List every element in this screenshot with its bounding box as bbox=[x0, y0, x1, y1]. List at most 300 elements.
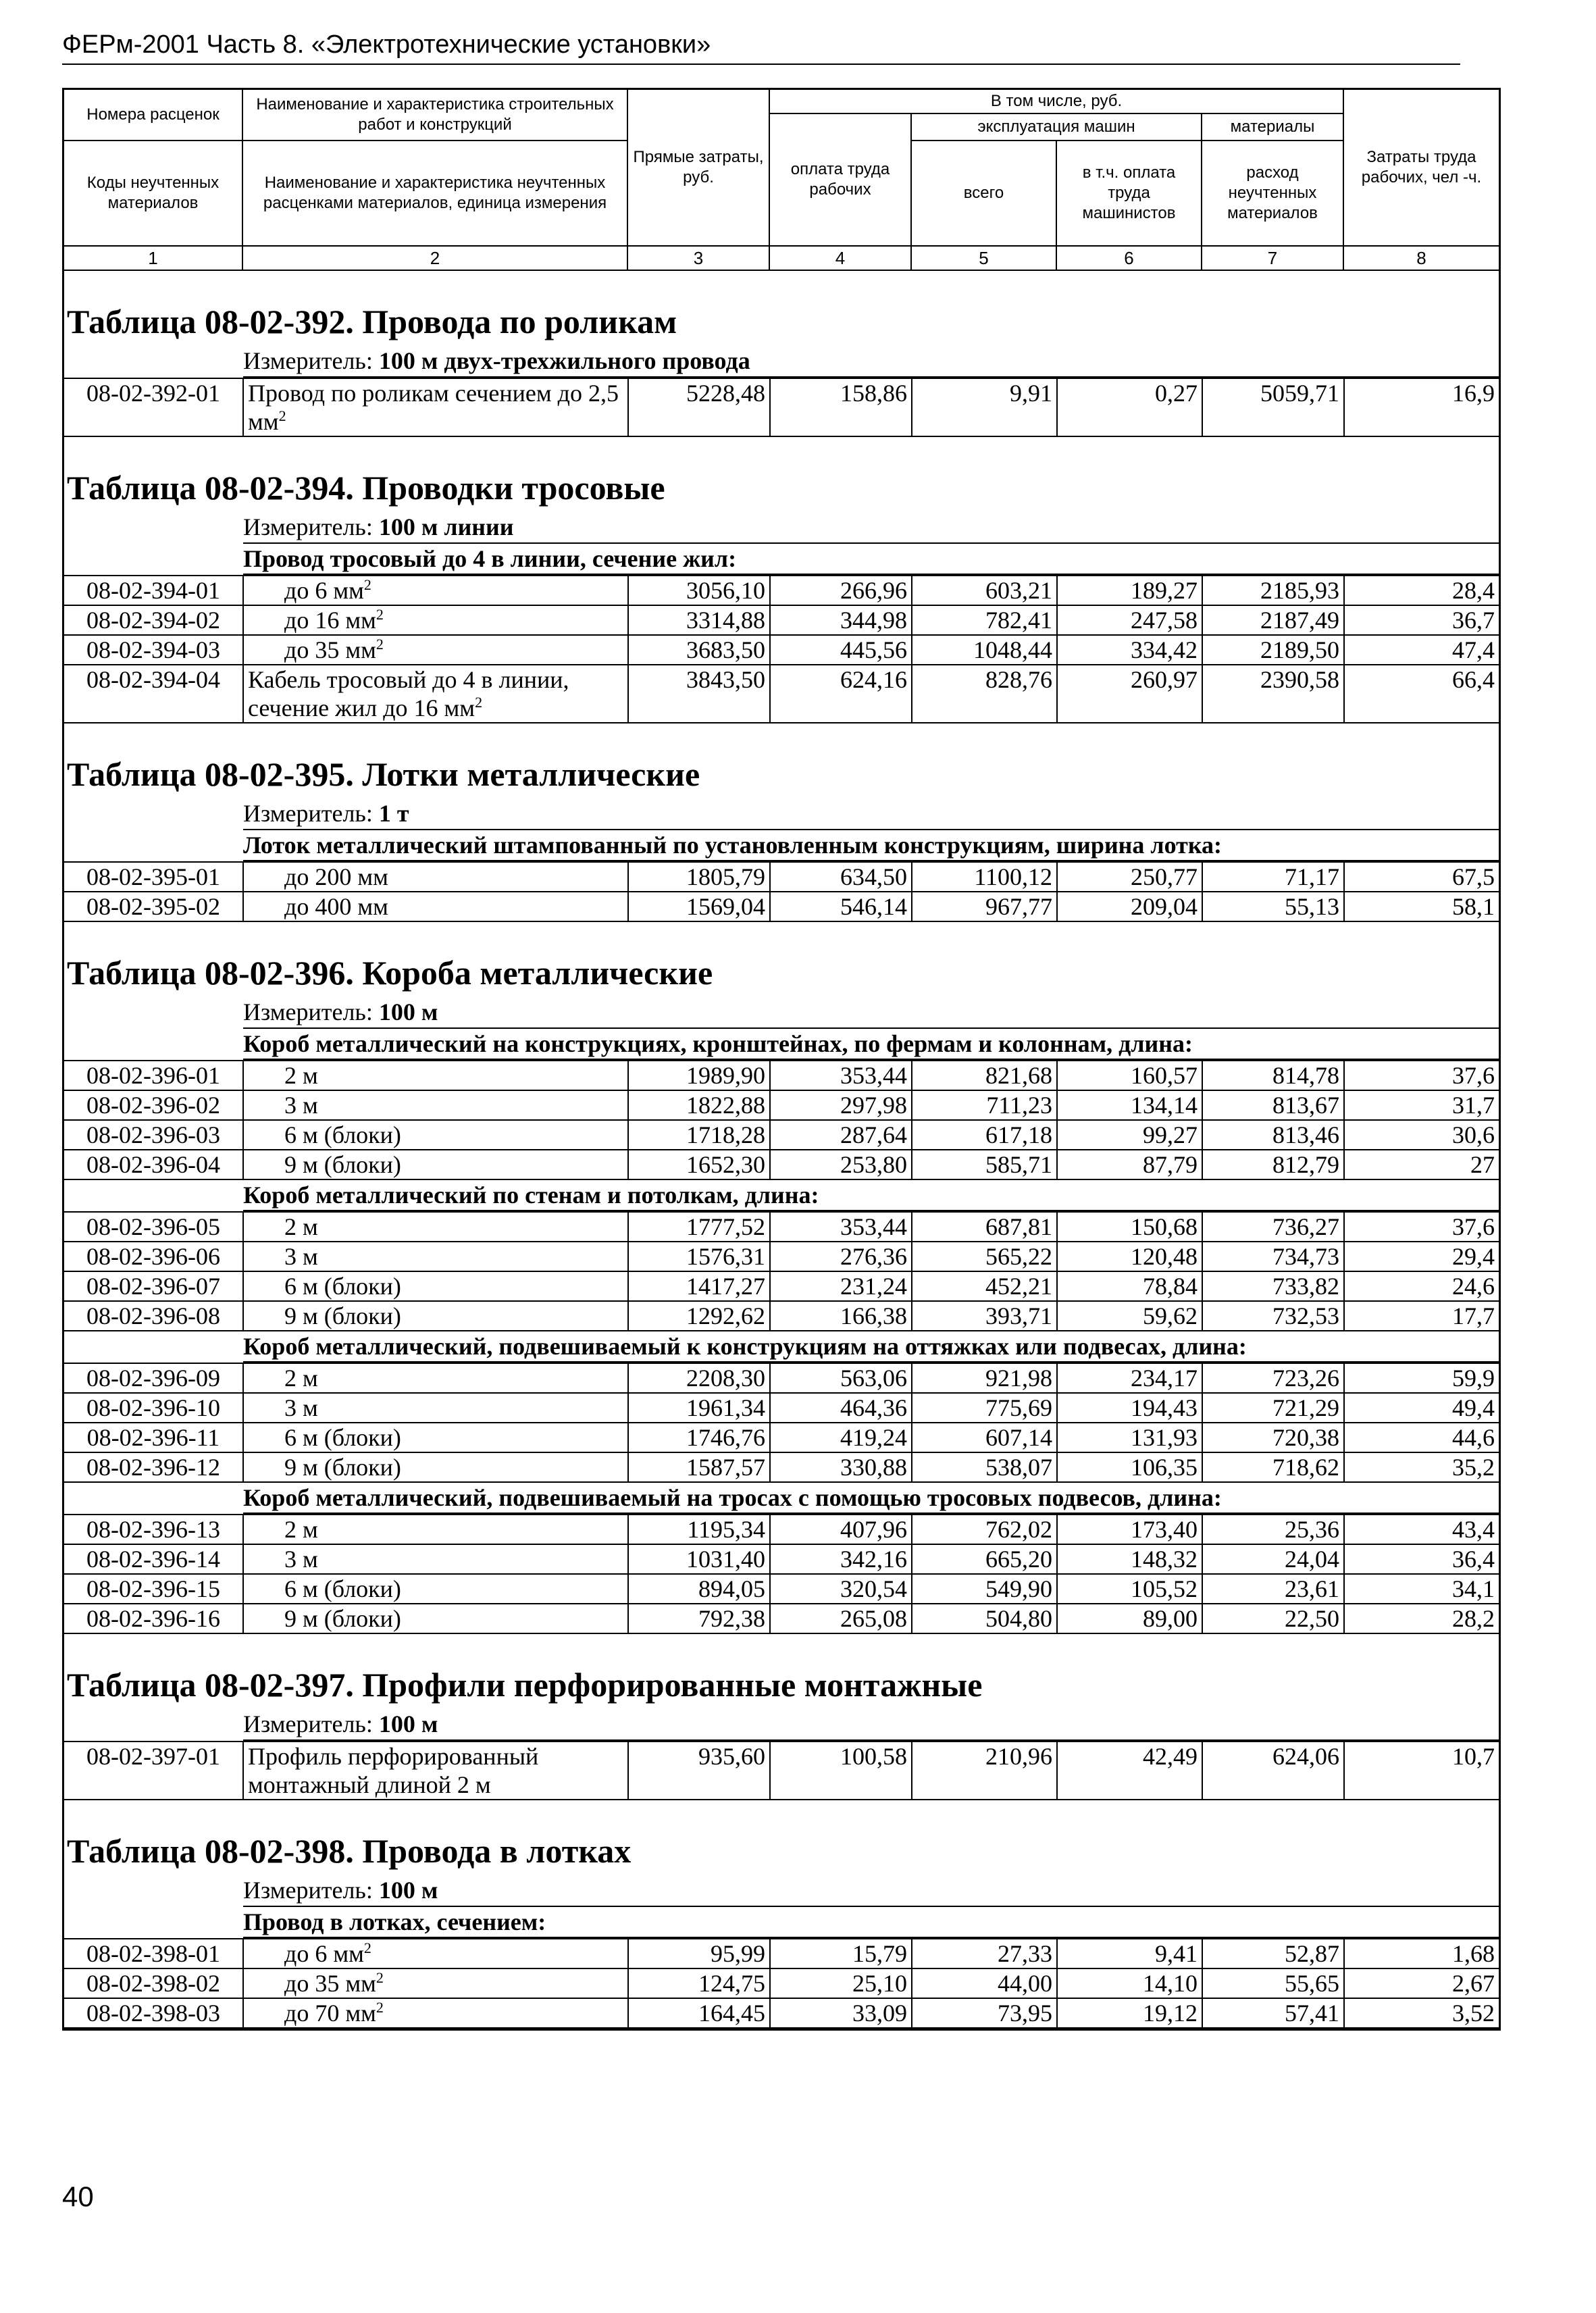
value-c6: 334,42 bbox=[1057, 635, 1202, 665]
value-c4: 464,36 bbox=[770, 1393, 912, 1423]
value-c4: 158,86 bbox=[770, 378, 912, 436]
value-c6: 42,49 bbox=[1057, 1742, 1202, 1800]
table-title: Таблица 08-02-396. Короба металлические bbox=[67, 954, 713, 992]
measure-label: Измеритель: bbox=[243, 800, 373, 827]
rate-name bbox=[243, 892, 628, 921]
running-head: ФЕРм-2001 Часть 8. «Электротехнические установки» bbox=[62, 26, 1460, 65]
table-row bbox=[64, 1061, 1499, 1090]
measure-label: Измеритель: bbox=[243, 347, 373, 374]
value-c5: 585,71 bbox=[912, 1150, 1057, 1179]
group-heading: Короб металлический по стенам и потолкам, длина: bbox=[243, 1180, 1499, 1211]
value-c6: 150,68 bbox=[1057, 1212, 1202, 1242]
rate-code: 08-02-398-01 bbox=[64, 1939, 243, 1968]
section-gap bbox=[64, 271, 1499, 298]
rates-table bbox=[64, 378, 1499, 437]
value-c7: 2390,58 bbox=[1202, 665, 1344, 723]
value-c8: 49,4 bbox=[1344, 1393, 1499, 1423]
value-c5: 775,69 bbox=[912, 1393, 1057, 1423]
value-c8: 3,52 bbox=[1344, 1998, 1499, 2028]
rate-name-text: 3 м bbox=[284, 1243, 318, 1270]
rate-code: 08-02-396-11 bbox=[64, 1423, 243, 1452]
rate-code: 08-02-395-01 bbox=[64, 862, 243, 892]
col-number: 2 bbox=[243, 245, 628, 270]
rate-name bbox=[243, 1242, 628, 1271]
rate-code: 08-02-396-16 bbox=[64, 1604, 243, 1633]
value-c8: 67,5 bbox=[1344, 862, 1499, 892]
rate-code: 08-02-397-01 bbox=[64, 1742, 243, 1800]
value-c8: 31,7 bbox=[1344, 1090, 1499, 1120]
rate-code: 08-02-394-04 bbox=[64, 665, 243, 723]
header-col1-top: Номера расценок bbox=[64, 90, 243, 141]
table-row bbox=[64, 1090, 1499, 1120]
rate-name bbox=[243, 1604, 628, 1633]
rate-name bbox=[243, 635, 628, 665]
measure-label: Измеритель: bbox=[243, 513, 373, 540]
price-table bbox=[62, 88, 1501, 2031]
rate-code: 08-02-392-01 bbox=[64, 378, 243, 436]
measure-line bbox=[243, 345, 1499, 378]
header-col4: оплата труда рабочих bbox=[770, 114, 912, 245]
value-c8: 37,6 bbox=[1344, 1061, 1499, 1090]
value-c3: 1822,88 bbox=[628, 1090, 770, 1120]
value-c4: 253,80 bbox=[770, 1150, 912, 1179]
unit-exponent: 2 bbox=[376, 636, 384, 653]
rate-code: 08-02-396-13 bbox=[64, 1515, 243, 1544]
group-heading: Лоток металлический штампованный по установленным конструкциям, ширина лотка: bbox=[243, 830, 1499, 861]
rate-name-text: 9 м (блоки) bbox=[284, 1302, 401, 1329]
table-title: Таблица 08-02-397. Профили перфорированные монтажные bbox=[67, 1666, 983, 1704]
value-c7: 723,26 bbox=[1202, 1363, 1344, 1393]
value-c3: 5228,48 bbox=[628, 378, 770, 436]
header-col3: Прямые затраты, руб. bbox=[628, 90, 770, 245]
table-row bbox=[64, 1515, 1499, 1544]
measure-value: 100 м двух-трехжильного провода bbox=[378, 347, 750, 374]
col-number: 5 bbox=[912, 245, 1057, 270]
value-c3: 95,99 bbox=[628, 1939, 770, 1968]
value-c6: 87,79 bbox=[1057, 1150, 1202, 1179]
value-c6: 106,35 bbox=[1057, 1452, 1202, 1482]
measure-label: Измеритель: bbox=[243, 1710, 373, 1737]
unit-exponent: 2 bbox=[376, 606, 384, 623]
rate-name-text: 9 м (блоки) bbox=[284, 1454, 401, 1481]
table-row bbox=[64, 862, 1499, 892]
rate-name-text: 3 м bbox=[284, 1092, 318, 1119]
rate-name-text: до 35 мм bbox=[284, 1970, 376, 1997]
rate-name-text: до 35 мм bbox=[284, 636, 376, 663]
header-col2-bottom: Наименование и характеристика неучтенных расценками материалов, единица измерения bbox=[243, 141, 628, 245]
table-title: Таблица 08-02-398. Провода в лотках bbox=[67, 1832, 632, 1870]
table-row bbox=[64, 1242, 1499, 1271]
value-c6: 9,41 bbox=[1057, 1939, 1202, 1968]
rate-code: 08-02-398-03 bbox=[64, 1998, 243, 2028]
rate-code: 08-02-396-04 bbox=[64, 1150, 243, 1179]
value-c8: 43,4 bbox=[1344, 1515, 1499, 1544]
value-c5: 821,68 bbox=[912, 1061, 1057, 1090]
measure-label: Измеритель: bbox=[243, 1877, 373, 1904]
rate-name-text: Профиль перфорированный монтажный длиной 2 м bbox=[248, 1743, 539, 1798]
value-c7: 52,87 bbox=[1202, 1939, 1344, 1968]
value-c7: 813,46 bbox=[1202, 1120, 1344, 1150]
value-c3: 1417,27 bbox=[628, 1271, 770, 1301]
value-c7: 22,50 bbox=[1202, 1604, 1344, 1633]
table-row bbox=[64, 1120, 1499, 1150]
value-c6: 194,43 bbox=[1057, 1393, 1202, 1423]
page-number: 40 bbox=[62, 2181, 94, 2212]
value-c5: 504,80 bbox=[912, 1604, 1057, 1633]
section-gap bbox=[64, 437, 1499, 464]
value-c7: 721,29 bbox=[1202, 1393, 1344, 1423]
rates-table bbox=[64, 861, 1499, 922]
table-row bbox=[64, 1393, 1499, 1423]
rate-name-text: Провод по роликам сечением до 2,5 мм bbox=[248, 380, 619, 435]
value-c5: 210,96 bbox=[912, 1742, 1057, 1800]
measure-line bbox=[243, 798, 1499, 830]
rates-table bbox=[64, 575, 1499, 723]
value-c8: 35,2 bbox=[1344, 1452, 1499, 1482]
value-c6: 260,97 bbox=[1057, 665, 1202, 723]
rate-code: 08-02-398-02 bbox=[64, 1968, 243, 1998]
value-c8: 44,6 bbox=[1344, 1423, 1499, 1452]
table-row bbox=[64, 605, 1499, 635]
value-c5: 44,00 bbox=[912, 1968, 1057, 1998]
group-heading: Короб металлический, подвешиваемый на тросах с помощью тросовых подвесов, длина: bbox=[243, 1483, 1499, 1514]
rate-name bbox=[243, 1423, 628, 1452]
value-c5: 782,41 bbox=[912, 605, 1057, 635]
value-c5: 27,33 bbox=[912, 1939, 1057, 1968]
header-in-total: В том числе, руб. bbox=[770, 90, 1344, 114]
value-c4: 25,10 bbox=[770, 1968, 912, 1998]
value-c6: 209,04 bbox=[1057, 892, 1202, 921]
rate-name bbox=[243, 1515, 628, 1544]
table-row bbox=[64, 635, 1499, 665]
value-c5: 665,20 bbox=[912, 1544, 1057, 1574]
table-row bbox=[64, 1301, 1499, 1331]
value-c3: 1292,62 bbox=[628, 1301, 770, 1331]
rate-name bbox=[243, 605, 628, 635]
value-c3: 3314,88 bbox=[628, 605, 770, 635]
value-c3: 1569,04 bbox=[628, 892, 770, 921]
table-row bbox=[64, 576, 1499, 605]
rate-name-text: до 16 мм bbox=[284, 607, 376, 634]
rate-name bbox=[243, 1452, 628, 1482]
value-c3: 894,05 bbox=[628, 1574, 770, 1604]
value-c8: 27 bbox=[1344, 1150, 1499, 1179]
value-c4: 342,16 bbox=[770, 1544, 912, 1574]
value-c3: 1652,30 bbox=[628, 1150, 770, 1179]
rates-table bbox=[64, 1060, 1499, 1180]
rate-name bbox=[243, 1574, 628, 1604]
rate-code: 08-02-396-06 bbox=[64, 1242, 243, 1271]
value-c5: 73,95 bbox=[912, 1998, 1057, 2028]
rate-code: 08-02-396-03 bbox=[64, 1120, 243, 1150]
value-c5: 687,81 bbox=[912, 1212, 1057, 1242]
value-c7: 25,36 bbox=[1202, 1515, 1344, 1544]
rate-code: 08-02-396-05 bbox=[64, 1212, 243, 1242]
value-c5: 549,90 bbox=[912, 1574, 1057, 1604]
value-c4: 546,14 bbox=[770, 892, 912, 921]
rate-code: 08-02-396-10 bbox=[64, 1393, 243, 1423]
value-c5: 452,21 bbox=[912, 1271, 1057, 1301]
rate-code: 08-02-396-02 bbox=[64, 1090, 243, 1120]
value-c7: 2187,49 bbox=[1202, 605, 1344, 635]
rate-name-text: 6 м (блоки) bbox=[284, 1121, 401, 1148]
measure-value: 100 м bbox=[378, 1710, 438, 1737]
value-c7: 732,53 bbox=[1202, 1301, 1344, 1331]
measure-line bbox=[243, 1875, 1499, 1907]
group-heading: Провод в лотках, сечением: bbox=[243, 1907, 1499, 1938]
unit-exponent: 2 bbox=[376, 1999, 384, 2016]
value-c3: 1989,90 bbox=[628, 1061, 770, 1090]
value-c5: 565,22 bbox=[912, 1242, 1057, 1271]
rate-code: 08-02-396-01 bbox=[64, 1061, 243, 1090]
value-c8: 36,7 bbox=[1344, 605, 1499, 635]
group-heading: Короб металлический, подвешиваемый к конструкциям на оттяжках или подвесах, длина: bbox=[243, 1331, 1499, 1363]
value-c6: 250,77 bbox=[1057, 862, 1202, 892]
header-col7: расход неучтенных материалов bbox=[1202, 141, 1344, 245]
value-c5: 538,07 bbox=[912, 1452, 1057, 1482]
value-c4: 287,64 bbox=[770, 1120, 912, 1150]
rate-name-text: 9 м (блоки) bbox=[284, 1151, 401, 1178]
value-c6: 19,12 bbox=[1057, 1998, 1202, 2028]
value-c7: 736,27 bbox=[1202, 1212, 1344, 1242]
value-c5: 921,98 bbox=[912, 1363, 1057, 1393]
col-number: 6 bbox=[1057, 245, 1202, 270]
value-c8: 59,9 bbox=[1344, 1363, 1499, 1393]
rate-name bbox=[243, 1393, 628, 1423]
value-c4: 320,54 bbox=[770, 1574, 912, 1604]
rates-table bbox=[64, 1363, 1499, 1483]
value-c3: 1777,52 bbox=[628, 1212, 770, 1242]
value-c3: 1576,31 bbox=[628, 1242, 770, 1271]
rate-name bbox=[243, 1939, 628, 1968]
value-c4: 624,16 bbox=[770, 665, 912, 723]
value-c3: 1746,76 bbox=[628, 1423, 770, 1452]
value-c3: 124,75 bbox=[628, 1968, 770, 1998]
rate-name bbox=[243, 1212, 628, 1242]
value-c8: 37,6 bbox=[1344, 1212, 1499, 1242]
group-heading: Короб металлический на конструкциях, кронштейнах, по фермам и колоннам, длина: bbox=[243, 1029, 1499, 1060]
value-c3: 2208,30 bbox=[628, 1363, 770, 1393]
table-row bbox=[64, 1574, 1499, 1604]
rate-code: 08-02-396-08 bbox=[64, 1301, 243, 1331]
unit-exponent: 2 bbox=[278, 407, 286, 424]
value-c7: 718,62 bbox=[1202, 1452, 1344, 1482]
measure-value: 100 м bbox=[378, 998, 438, 1025]
table-row bbox=[64, 1452, 1499, 1482]
table-row bbox=[64, 665, 1499, 723]
value-c6: 99,27 bbox=[1057, 1120, 1202, 1150]
table-row bbox=[64, 1423, 1499, 1452]
value-c6: 89,00 bbox=[1057, 1604, 1202, 1633]
unit-exponent: 2 bbox=[363, 1939, 371, 1956]
value-c4: 563,06 bbox=[770, 1363, 912, 1393]
value-c5: 9,91 bbox=[912, 378, 1057, 436]
value-c6: 189,27 bbox=[1057, 576, 1202, 605]
table-title: Таблица 08-02-394. Проводки тросовые bbox=[67, 469, 665, 507]
value-c5: 762,02 bbox=[912, 1515, 1057, 1544]
table-row bbox=[64, 1150, 1499, 1179]
col-number: 3 bbox=[628, 245, 770, 270]
value-c5: 607,14 bbox=[912, 1423, 1057, 1452]
value-c8: 30,6 bbox=[1344, 1120, 1499, 1150]
value-c3: 1805,79 bbox=[628, 862, 770, 892]
value-c6: 78,84 bbox=[1057, 1271, 1202, 1301]
value-c3: 3843,50 bbox=[628, 665, 770, 723]
value-c5: 711,23 bbox=[912, 1090, 1057, 1120]
value-c6: 247,58 bbox=[1057, 605, 1202, 635]
rate-name-text: до 200 мм bbox=[284, 863, 388, 890]
rates-table bbox=[64, 1938, 1499, 2029]
value-c4: 353,44 bbox=[770, 1061, 912, 1090]
value-c8: 36,4 bbox=[1344, 1544, 1499, 1574]
table-row bbox=[64, 1939, 1499, 1968]
sections bbox=[64, 271, 1499, 2029]
value-c7: 57,41 bbox=[1202, 1998, 1344, 2028]
value-c8: 28,2 bbox=[1344, 1604, 1499, 1633]
rate-name-text: 3 м bbox=[284, 1394, 318, 1421]
value-c4: 330,88 bbox=[770, 1452, 912, 1482]
table-row bbox=[64, 1742, 1499, 1800]
measure-value: 1 т bbox=[378, 800, 409, 827]
header-col1-bottom: Коды неучтенных материалов bbox=[64, 141, 243, 245]
value-c6: 234,17 bbox=[1057, 1363, 1202, 1393]
rate-name bbox=[243, 1968, 628, 1998]
value-c4: 231,24 bbox=[770, 1271, 912, 1301]
value-c8: 66,4 bbox=[1344, 665, 1499, 723]
header-col2-top: Наименование и характеристика строительных работ и конструкций bbox=[243, 90, 628, 141]
rate-name bbox=[243, 1301, 628, 1331]
measure-value: 100 м bbox=[378, 1877, 438, 1904]
table-header bbox=[64, 90, 1499, 271]
value-c3: 3056,10 bbox=[628, 576, 770, 605]
value-c7: 2189,50 bbox=[1202, 635, 1344, 665]
value-c4: 276,36 bbox=[770, 1242, 912, 1271]
value-c7: 814,78 bbox=[1202, 1061, 1344, 1090]
rate-name-text: 2 м bbox=[284, 1365, 318, 1392]
value-c4: 100,58 bbox=[770, 1742, 912, 1800]
value-c3: 792,38 bbox=[628, 1604, 770, 1633]
rate-name bbox=[243, 1271, 628, 1301]
measure-label: Измеритель: bbox=[243, 998, 373, 1025]
rate-name-text: 2 м bbox=[284, 1062, 318, 1089]
value-c7: 5059,71 bbox=[1202, 378, 1344, 436]
value-c3: 3683,50 bbox=[628, 635, 770, 665]
unit-exponent: 2 bbox=[376, 1969, 384, 1986]
header-col8: Затраты труда рабочих, чел -ч. bbox=[1361, 148, 1482, 186]
value-c5: 393,71 bbox=[912, 1301, 1057, 1331]
table-row bbox=[64, 892, 1499, 921]
measure-line bbox=[243, 1708, 1499, 1741]
rate-name-text: до 6 мм bbox=[284, 1940, 364, 1967]
value-c4: 419,24 bbox=[770, 1423, 912, 1452]
value-c7: 720,38 bbox=[1202, 1423, 1344, 1452]
group-heading: Провод тросовый до 4 в линии, сечение жил: bbox=[243, 544, 1499, 575]
value-c5: 967,77 bbox=[912, 892, 1057, 921]
value-c8: 1,68 bbox=[1344, 1939, 1499, 1968]
rate-code: 08-02-396-09 bbox=[64, 1363, 243, 1393]
rates-table bbox=[64, 1741, 1499, 1800]
col-number: 7 bbox=[1202, 245, 1344, 270]
value-c3: 164,45 bbox=[628, 1998, 770, 2028]
value-c8: 10,7 bbox=[1344, 1742, 1499, 1800]
measure-value: 100 м линии bbox=[378, 513, 514, 540]
unit-exponent: 2 bbox=[475, 694, 483, 711]
value-c8: 17,7 bbox=[1344, 1301, 1499, 1331]
table-row bbox=[64, 1998, 1499, 2028]
rate-name bbox=[243, 1090, 628, 1120]
value-c8: 47,4 bbox=[1344, 635, 1499, 665]
header-materials: материалы bbox=[1202, 114, 1344, 141]
value-c3: 935,60 bbox=[628, 1742, 770, 1800]
rate-name-text: 6 м (блоки) bbox=[284, 1575, 401, 1602]
value-c7: 55,65 bbox=[1202, 1968, 1344, 1998]
value-c7: 734,73 bbox=[1202, 1242, 1344, 1271]
value-c6: 148,32 bbox=[1057, 1544, 1202, 1574]
value-c8: 16,9 bbox=[1344, 378, 1499, 436]
header-col5: всего bbox=[912, 141, 1057, 245]
table-row bbox=[64, 1604, 1499, 1633]
value-c7: 71,17 bbox=[1202, 862, 1344, 892]
col-number: 1 bbox=[64, 245, 243, 270]
value-c6: 0,27 bbox=[1057, 378, 1202, 436]
rate-name-text: 3 м bbox=[284, 1546, 318, 1573]
value-c5: 828,76 bbox=[912, 665, 1057, 723]
table-row bbox=[64, 378, 1499, 436]
value-c8: 29,4 bbox=[1344, 1242, 1499, 1271]
rate-name-text: до 70 мм bbox=[284, 2000, 376, 2027]
value-c3: 1961,34 bbox=[628, 1393, 770, 1423]
rate-name bbox=[243, 862, 628, 892]
table-row bbox=[64, 1544, 1499, 1574]
value-c7: 23,61 bbox=[1202, 1574, 1344, 1604]
section-gap bbox=[64, 1800, 1499, 1827]
table-title: Таблица 08-02-392. Провода по роликам bbox=[67, 303, 677, 340]
table-row bbox=[64, 1271, 1499, 1301]
value-c6: 105,52 bbox=[1057, 1574, 1202, 1604]
rate-name bbox=[243, 576, 628, 605]
rate-name bbox=[243, 1120, 628, 1150]
value-c3: 1195,34 bbox=[628, 1515, 770, 1544]
value-c4: 266,96 bbox=[770, 576, 912, 605]
value-c5: 603,21 bbox=[912, 576, 1057, 605]
value-c8: 58,1 bbox=[1344, 892, 1499, 921]
rate-name bbox=[243, 1998, 628, 2028]
rate-code: 08-02-396-07 bbox=[64, 1271, 243, 1301]
value-c5: 1100,12 bbox=[912, 862, 1057, 892]
value-c3: 1718,28 bbox=[628, 1120, 770, 1150]
rate-name bbox=[243, 1363, 628, 1393]
rate-name bbox=[243, 378, 628, 436]
value-c8: 34,1 bbox=[1344, 1574, 1499, 1604]
rate-code: 08-02-394-03 bbox=[64, 635, 243, 665]
rate-code: 08-02-394-02 bbox=[64, 605, 243, 635]
value-c8: 28,4 bbox=[1344, 576, 1499, 605]
rate-name-text: 6 м (блоки) bbox=[284, 1273, 401, 1300]
value-c4: 297,98 bbox=[770, 1090, 912, 1120]
value-c7: 812,79 bbox=[1202, 1150, 1344, 1179]
value-c7: 624,06 bbox=[1202, 1742, 1344, 1800]
header-machines: эксплуатация машин bbox=[912, 114, 1202, 141]
section-gap bbox=[64, 723, 1499, 751]
value-c3: 1031,40 bbox=[628, 1544, 770, 1574]
value-c4: 265,08 bbox=[770, 1604, 912, 1633]
value-c6: 131,93 bbox=[1057, 1423, 1202, 1452]
value-c6: 134,14 bbox=[1057, 1090, 1202, 1120]
rate-name bbox=[243, 665, 628, 723]
rates-table bbox=[64, 1211, 1499, 1331]
value-c8: 2,67 bbox=[1344, 1968, 1499, 1998]
rate-name-text: до 6 мм bbox=[284, 577, 364, 604]
